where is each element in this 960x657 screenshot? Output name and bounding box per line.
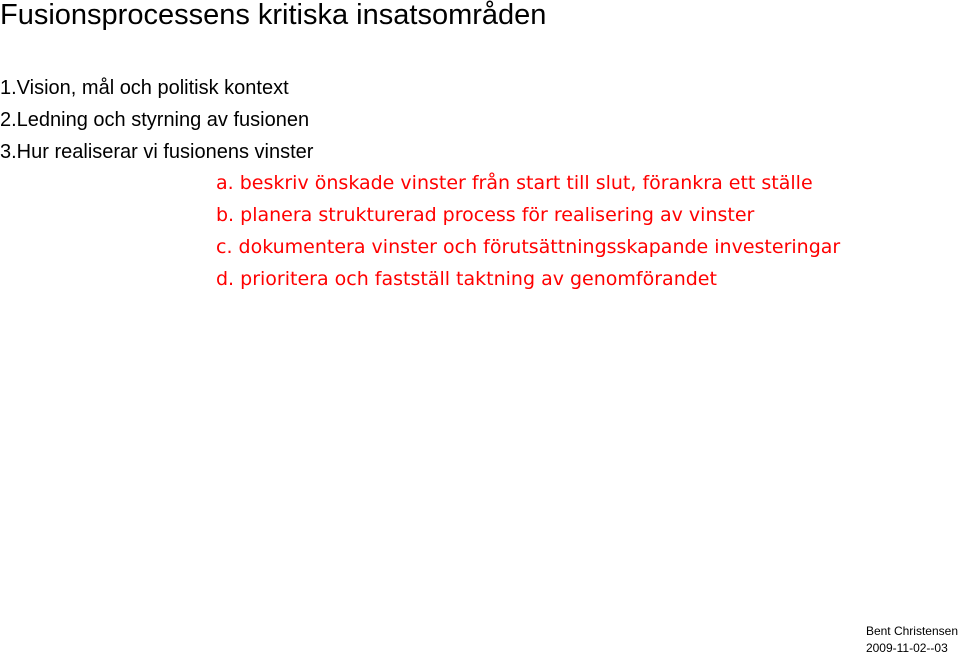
- sub-topic-item: b. planera strukturerad process för realisering av vinster: [216, 204, 755, 226]
- main-topic-item: 2.Ledning och styrning av fusionen: [0, 109, 310, 131]
- footer-date: 2009-11-02--03: [865, 641, 948, 655]
- sub-topic-list: [216, 167, 840, 295]
- sub-topic-item: d. prioritera och fastställ taktning av genomförandet: [216, 268, 717, 290]
- main-topic-item: 3.Hur realiserar vi fusionens vinster: [0, 141, 314, 163]
- sub-topic-item: c. dokumentera vinster och förutsättningsskapande investeringar: [216, 236, 841, 258]
- main-topic-list: [0, 72, 313, 168]
- main-topic-item: 1.Vision, mål och politisk kontext: [0, 77, 289, 99]
- slide-title: Fusionsprocessens kritiska insatsområden: [0, 0, 547, 31]
- footer-author: Bent Christensen: [865, 624, 958, 638]
- sub-topic-item: a. beskriv önskade vinster från start till slut, förankra ett ställe: [216, 172, 813, 194]
- slide-footer: [866, 623, 958, 657]
